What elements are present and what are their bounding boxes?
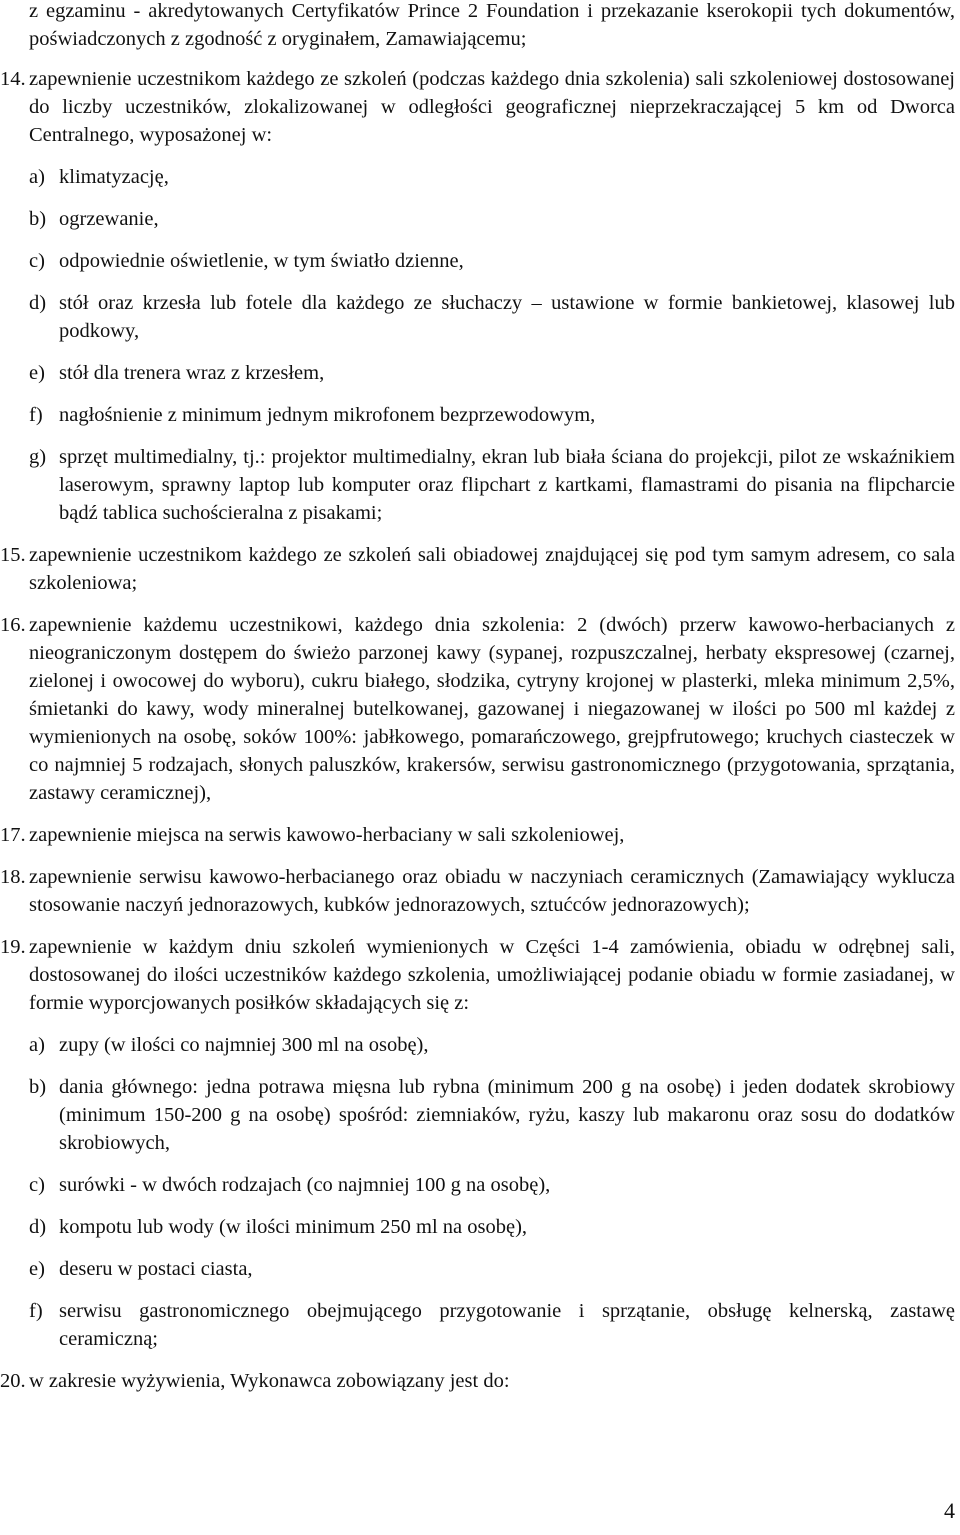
sub-item-19f	[29, 1297, 955, 1353]
sub-item-19a	[29, 1031, 955, 1059]
item-number: 16.	[0, 614, 26, 636]
sub-item-text: ogrzewanie,	[59, 208, 159, 230]
sub-item-14g	[29, 443, 955, 527]
sub-item-14b	[29, 205, 955, 233]
sub-item-text: nagłośnienie z minimum jednym mikrofonem bezprzewodowym,	[59, 404, 596, 426]
page-number: 4	[944, 1498, 955, 1523]
item-text: zapewnienie uczestnikom każdego ze szkoleń sali obiadowej znajdującej się pod tym samym adresem, co sala szkoleniowa;	[29, 544, 955, 594]
sub-item-14e	[29, 359, 955, 387]
sub-item-text: deseru w postaci ciasta,	[59, 1258, 253, 1280]
sub-item-text: odpowiednie oświetlenie, w tym światło dzienne,	[59, 250, 464, 272]
sub-item-label: f)	[29, 404, 43, 426]
sub-item-14f	[29, 401, 955, 429]
sub-item-14d	[29, 289, 955, 345]
list-item-16	[0, 611, 955, 807]
sub-item-label: a)	[29, 1034, 45, 1056]
sub-item-label: a)	[29, 166, 45, 188]
sub-item-14a	[29, 163, 955, 191]
sub-item-label: c)	[29, 250, 45, 272]
list-item-17	[0, 821, 955, 849]
item-number: 20.	[0, 1370, 26, 1392]
list-item-18	[0, 863, 955, 919]
sub-item-label: e)	[29, 1258, 45, 1280]
list-item-14	[0, 65, 955, 149]
item-number: 14.	[0, 68, 26, 90]
sub-item-text: surówki - w dwóch rodzajach (co najmniej 100 g na osobę),	[59, 1174, 551, 1196]
sub-item-19b	[29, 1073, 955, 1157]
sub-item-text: sprzęt multimedialny, tj.: projektor multimedialny, ekran lub biała ściana do projekcji, pilot ze wskaźnikiem laserowym, sprawny laptop lub komputer oraz flipchart z kartkami, flamastrami do pisania na flipcharcie bądź tablica suchościeralna z pisakami;	[59, 446, 955, 524]
sub-item-19e	[29, 1255, 955, 1283]
list-item-19	[0, 933, 955, 1017]
item-number: 19.	[0, 936, 26, 958]
sub-item-label: f)	[29, 1300, 43, 1322]
sub-item-14c	[29, 247, 955, 275]
item-number: 18.	[0, 866, 26, 888]
item-number: 15.	[0, 544, 26, 566]
item-text: w zakresie wyżywienia, Wykonawca zobowiązany jest do:	[29, 1370, 510, 1392]
list-item-20	[0, 1367, 955, 1395]
sub-item-label: g)	[29, 446, 47, 468]
sub-item-text: stół oraz krzesła lub fotele dla każdego ze słuchaczy – ustawione w formie bankietowej, klasowej lub podkowy,	[59, 292, 955, 342]
sub-item-label: e)	[29, 362, 45, 384]
sub-item-label: c)	[29, 1174, 45, 1196]
sub-item-label: d)	[29, 292, 47, 314]
sub-item-text: klimatyzację,	[59, 166, 169, 188]
item-text: zapewnienie uczestnikom każdego ze szkoleń (podczas każdego dnia szkolenia) sali szkoleniowej dostosowanej do liczby uczestników, zlokalizowanej w odległości geograficznej nieprzekraczającej 5 km od Dworca Centralnego, wyposażonej w:	[29, 68, 955, 146]
item-number: 17.	[0, 824, 26, 846]
item-text: zapewnienie każdemu uczestnikowi, każdego dnia szkolenia: 2 (dwóch) przerw kawowo-herbacianych z nieograniczonym dostępem do świeżo parzonej kawy (sypanej, rozpuszczalnej, herbaty ekspresowej (czarnej, zielonej i owocowej do wyboru), cukru białego, słodzika, cytryny krojonej w plasterki, mleka minimum 2,5%, śmietanki do kawy, wody mineralnej butelkowanej, gazowanej i niegazowanej w ilości po 500 ml każdej z wymienionych na osobę, soków 100%: jabłkowego, pomarańczowego, grejpfrutowego; kruchych ciasteczek w co najmniej 5 rodzajach, słonych paluszków, krakersów, serwisu gastronomicznego (przygotowania, sprzątania, zastawy ceramicznej),	[29, 614, 955, 804]
sub-item-text: serwisu gastronomicznego obejmującego przygotowanie i sprzątanie, obsługę kelnerską, zastawę ceramiczną;	[59, 1300, 955, 1350]
item-text: zapewnienie miejsca na serwis kawowo-herbaciany w sali szkoleniowej,	[29, 824, 625, 846]
sub-item-19d	[29, 1213, 955, 1241]
sub-item-text: stół dla trenera wraz z krzesłem,	[59, 362, 325, 384]
sub-item-label: b)	[29, 208, 47, 230]
sub-item-label: d)	[29, 1216, 47, 1238]
continued-paragraph: z egzaminu - akredytowanych Certyfikatów Prince 2 Foundation i przekazanie kserokopii tych dokumentów, poświadczonych z zgodność z oryginałem, Zamawiającemu;	[29, 0, 955, 50]
sub-item-text: kompotu lub wody (w ilości minimum 250 ml na osobę),	[59, 1216, 528, 1238]
sub-item-label: b)	[29, 1076, 47, 1098]
sub-item-text: dania głównego: jedna potrawa mięsna lub rybna (minimum 200 g na osobę) i jeden dodatek skrobiowy (minimum 150-200 g na osobę) spośród: ziemniaków, ryżu, kaszy lub makaronu oraz sosu do dodatków skrobiowych,	[59, 1076, 955, 1154]
sub-item-text: zupy (w ilości co najmniej 300 ml na osobę),	[59, 1034, 429, 1056]
sub-item-19c	[29, 1171, 955, 1199]
item-text: zapewnienie w każdym dniu szkoleń wymienionych w Części 1-4 zamówienia, obiadu w odrębnej sali, dostosowanej do ilości uczestników każdego szkolenia, umożliwiającej podanie obiadu w formie zasiadanej, w formie wyporcjowanych posiłków składających się z:	[29, 936, 955, 1014]
list-item-15	[0, 541, 955, 597]
item-text: zapewnienie serwisu kawowo-herbacianego oraz obiadu w naczyniach ceramicznych (Zamawiający wyklucza stosowanie naczyń jednorazowych, kubków jednorazowych, sztućców jednorazowych);	[29, 866, 955, 916]
